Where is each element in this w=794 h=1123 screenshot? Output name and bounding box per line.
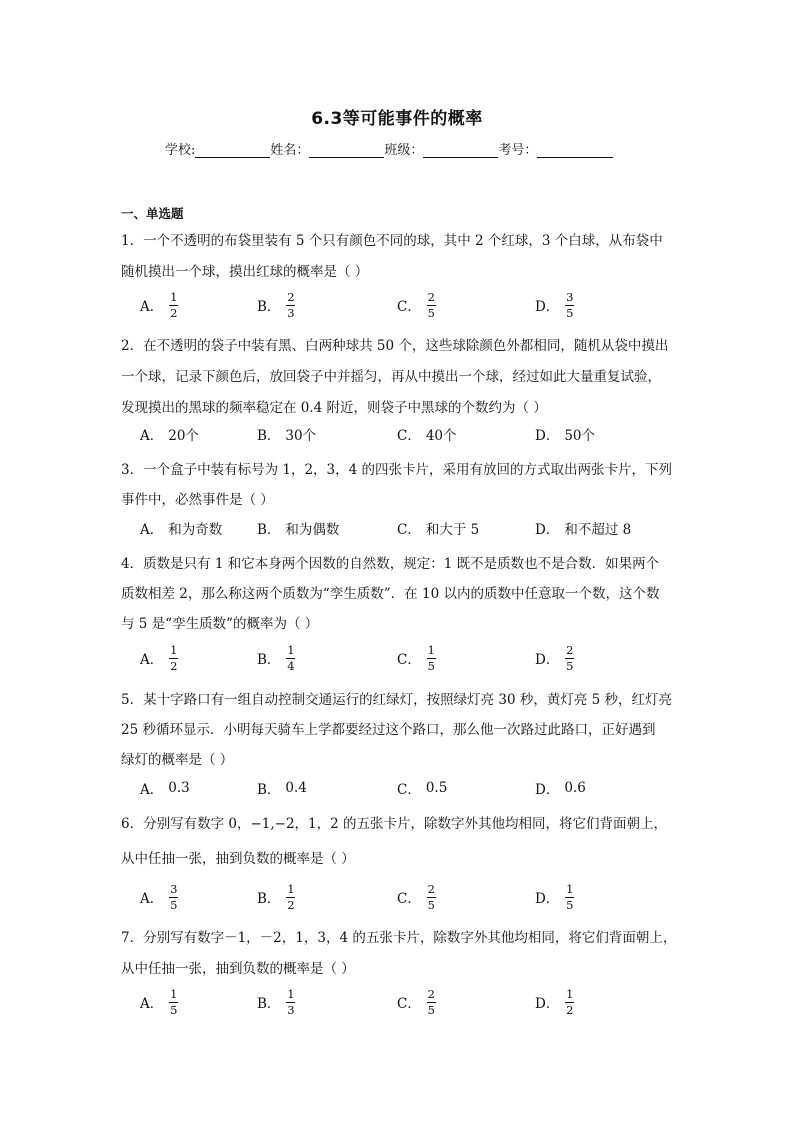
option-d[interactable] xyxy=(535,879,574,915)
option-b[interactable] xyxy=(257,510,339,546)
numerator: 3 xyxy=(170,882,178,896)
numerator: 2 xyxy=(427,882,435,896)
option-text: 和为奇数 xyxy=(168,522,223,538)
option-a[interactable] xyxy=(140,879,178,915)
question-2-options xyxy=(140,416,700,452)
option-c[interactable] xyxy=(397,770,447,806)
option-text: 0.3 xyxy=(168,780,190,796)
option-text: 50个 xyxy=(564,428,596,444)
fraction xyxy=(427,291,436,319)
question-4-line-1: 4．质数是只有 1 和它本身两个因数的自然数，规定：1 既不是质数也不是合数．如果两个 xyxy=(121,556,660,572)
option-c[interactable] xyxy=(397,879,436,915)
denominator: 5 xyxy=(170,1003,178,1017)
denominator: 5 xyxy=(566,306,574,320)
numerator: 1 xyxy=(170,987,178,1001)
school-blank[interactable] xyxy=(195,143,270,158)
option-b[interactable] xyxy=(257,984,295,1020)
option-text: 0.5 xyxy=(425,780,448,796)
fraction xyxy=(169,291,178,319)
school-label: 学校: xyxy=(165,143,196,158)
exam-number-blank[interactable] xyxy=(537,143,613,158)
question-5-line-3: 绿灯的概率是（ ） xyxy=(121,752,234,768)
numerator: 2 xyxy=(566,643,574,657)
option-b[interactable] xyxy=(257,770,307,806)
option-key: C． xyxy=(397,299,421,315)
denominator: 2 xyxy=(170,659,178,673)
option-text: 和不超过 8 xyxy=(564,522,632,538)
option-key: B． xyxy=(257,652,281,668)
option-text: 20个 xyxy=(168,428,199,444)
denominator: 5 xyxy=(566,659,574,673)
name-blank[interactable] xyxy=(309,143,384,158)
name-label: 姓名： xyxy=(270,143,310,158)
option-c[interactable] xyxy=(397,640,436,676)
page-title: 6.3等可能事件的概率 xyxy=(311,109,483,129)
denominator: 3 xyxy=(287,1003,295,1017)
fraction xyxy=(427,644,436,672)
fraction xyxy=(286,644,295,672)
fraction xyxy=(286,988,295,1016)
question-2-line-2: 一个球，记录下颜色后，放回袋子中并摇匀，再从中摸出一个球，经过如此大量重复试验， xyxy=(121,369,661,385)
option-d[interactable] xyxy=(535,287,574,323)
fraction xyxy=(286,883,295,911)
option-text: 和大于 5 xyxy=(425,522,480,538)
option-text: 30个 xyxy=(285,428,317,444)
question-4-line-2: 质数相差 2，那么称这两个质数为“孪生质数”．在 10 以内的质数中任意取一个数，这个数 xyxy=(121,586,660,602)
option-c[interactable] xyxy=(397,287,436,323)
option-d[interactable] xyxy=(535,510,631,546)
question-1-line-1: 1．一个不透明的布袋里装有 5 个只有颜色不同的球，其中 2 个红球，3 个白球，从布袋中 xyxy=(121,233,663,249)
option-key: B． xyxy=(257,522,281,538)
numerator: 1 xyxy=(170,643,178,657)
option-key: D． xyxy=(535,299,560,315)
option-key: B． xyxy=(257,299,281,315)
question-6-line-2: 从中任抽一张，抽到负数的概率是（ ） xyxy=(121,851,355,867)
option-key: C． xyxy=(397,522,421,538)
option-text: 0.4 xyxy=(285,780,307,796)
question-5-line-1: 5．某十字路口有一组自动控制交通运行的红绿灯，按照绿灯亮 30 秒，黄灯亮 5 秒，红灯亮 xyxy=(121,692,673,708)
option-key: C． xyxy=(397,891,421,907)
fraction xyxy=(565,883,574,911)
option-a[interactable] xyxy=(140,770,190,806)
fraction xyxy=(169,988,178,1016)
option-d[interactable] xyxy=(535,640,574,676)
question-7-line-1: 7．分别写有数字－1，－2，1，3，4 的五张卡片，除数字外其他均相同，将它们背面朝上， xyxy=(121,930,677,946)
question-4-options xyxy=(140,640,700,676)
fraction xyxy=(565,644,574,672)
option-key: C． xyxy=(397,996,421,1012)
numerator: 2 xyxy=(427,290,435,304)
question-5-options xyxy=(140,770,700,806)
numerator: 2 xyxy=(427,987,435,1001)
option-a[interactable] xyxy=(140,416,199,452)
class-blank[interactable] xyxy=(423,143,498,158)
option-key: D． xyxy=(535,891,560,907)
question-3-line-1: 3．一个盒子中装有标号为 1，2，3，4 的四张卡片，采用有放回的方式取出两张卡片，下列 xyxy=(121,462,673,478)
exam-number-label: 考号： xyxy=(498,143,538,158)
denominator: 2 xyxy=(566,1003,574,1017)
question-6-options xyxy=(140,879,700,915)
option-a[interactable] xyxy=(140,640,178,676)
question-1-options xyxy=(140,287,700,323)
option-c[interactable] xyxy=(397,510,479,546)
option-key: C． xyxy=(397,652,421,668)
option-key: A． xyxy=(140,428,164,444)
denominator: 5 xyxy=(427,1003,435,1017)
numerator: 1 xyxy=(566,882,574,896)
option-key: A． xyxy=(140,996,164,1012)
fraction xyxy=(169,883,178,911)
option-key: A． xyxy=(140,652,164,668)
question-7-options xyxy=(140,984,700,1020)
denominator: 2 xyxy=(170,306,178,320)
question-4-line-3: 与 5 是“孪生质数”的概率为（ ） xyxy=(121,616,319,632)
option-key: C． xyxy=(397,782,421,798)
numerator: 3 xyxy=(566,290,574,304)
option-d[interactable] xyxy=(535,416,595,452)
numerator: 1 xyxy=(287,882,295,896)
option-c[interactable] xyxy=(397,984,436,1020)
denominator: 5 xyxy=(427,898,435,912)
fraction xyxy=(565,291,574,319)
option-a[interactable] xyxy=(140,984,178,1020)
option-key: A． xyxy=(140,522,164,538)
question-5-line-2: 25 秒循环显示．小明每天骑车上学都要经过这个路口，那么他一次路过此路口，正好遇到 xyxy=(121,722,656,738)
option-key: D． xyxy=(535,428,560,444)
option-key: C． xyxy=(397,428,421,444)
option-d[interactable] xyxy=(535,770,586,806)
numerator: 2 xyxy=(287,290,295,304)
numerator: 1 xyxy=(170,290,178,304)
option-key: B． xyxy=(257,996,281,1012)
question-3-line-2: 事件中，必然事件是（ ） xyxy=(121,492,274,508)
class-label: 班级： xyxy=(384,143,424,158)
denominator: 5 xyxy=(427,306,435,320)
option-d[interactable] xyxy=(535,984,574,1020)
student-info-row xyxy=(165,139,613,158)
option-key: A． xyxy=(140,891,164,907)
section-heading: 一、单选题 xyxy=(121,206,184,221)
numerator: 1 xyxy=(427,643,435,657)
option-a[interactable] xyxy=(140,510,222,546)
question-7-line-2: 从中任抽一张，抽到负数的概率是（ ） xyxy=(121,961,355,977)
fraction xyxy=(565,988,574,1016)
option-b[interactable] xyxy=(257,287,295,323)
denominator: 4 xyxy=(287,659,295,673)
option-b[interactable] xyxy=(257,879,295,915)
denominator: 5 xyxy=(427,659,435,673)
option-key: D． xyxy=(535,652,560,668)
fraction xyxy=(169,644,178,672)
option-text: 和为偶数 xyxy=(285,522,340,538)
option-b[interactable] xyxy=(257,416,316,452)
option-key: A． xyxy=(140,782,164,798)
denominator: 3 xyxy=(287,306,295,320)
option-key: D． xyxy=(535,522,560,538)
numerator: 1 xyxy=(566,987,574,1001)
denominator: 5 xyxy=(566,898,574,912)
question-2-line-3: 发现摸出的黑球的频率稳定在 0.4 附近，则袋子中黑球的个数约为（ ） xyxy=(121,400,547,416)
denominator: 5 xyxy=(170,898,178,912)
option-b[interactable] xyxy=(257,640,295,676)
numerator: 1 xyxy=(287,987,295,1001)
option-a[interactable] xyxy=(140,287,178,323)
fraction xyxy=(427,988,436,1016)
option-text: 0.6 xyxy=(564,780,586,796)
option-text: 40个 xyxy=(425,428,457,444)
question-6-line-1: 6．分别写有数字 0，−1,−2，1，2 的五张卡片，除数字外其他均相同，将它们背面朝上， xyxy=(121,816,668,832)
option-key: B． xyxy=(257,428,281,444)
option-key: B． xyxy=(257,782,281,798)
option-key: A． xyxy=(140,299,164,315)
denominator: 2 xyxy=(287,898,295,912)
option-key: D． xyxy=(535,996,560,1012)
numerator: 1 xyxy=(287,643,295,657)
question-3-options xyxy=(140,510,700,546)
question-2-line-1: 2．在不透明的袋子中装有黑、白两种球共 50 个，这些球除颜色外都相同，随机从袋中摸出 xyxy=(121,338,669,354)
option-c[interactable] xyxy=(397,416,457,452)
fraction xyxy=(286,291,295,319)
option-key: B． xyxy=(257,891,281,907)
fraction xyxy=(427,883,436,911)
question-1-line-2: 随机摸出一个球，摸出红球的概率是（ ） xyxy=(121,264,369,280)
option-key: D． xyxy=(535,782,560,798)
